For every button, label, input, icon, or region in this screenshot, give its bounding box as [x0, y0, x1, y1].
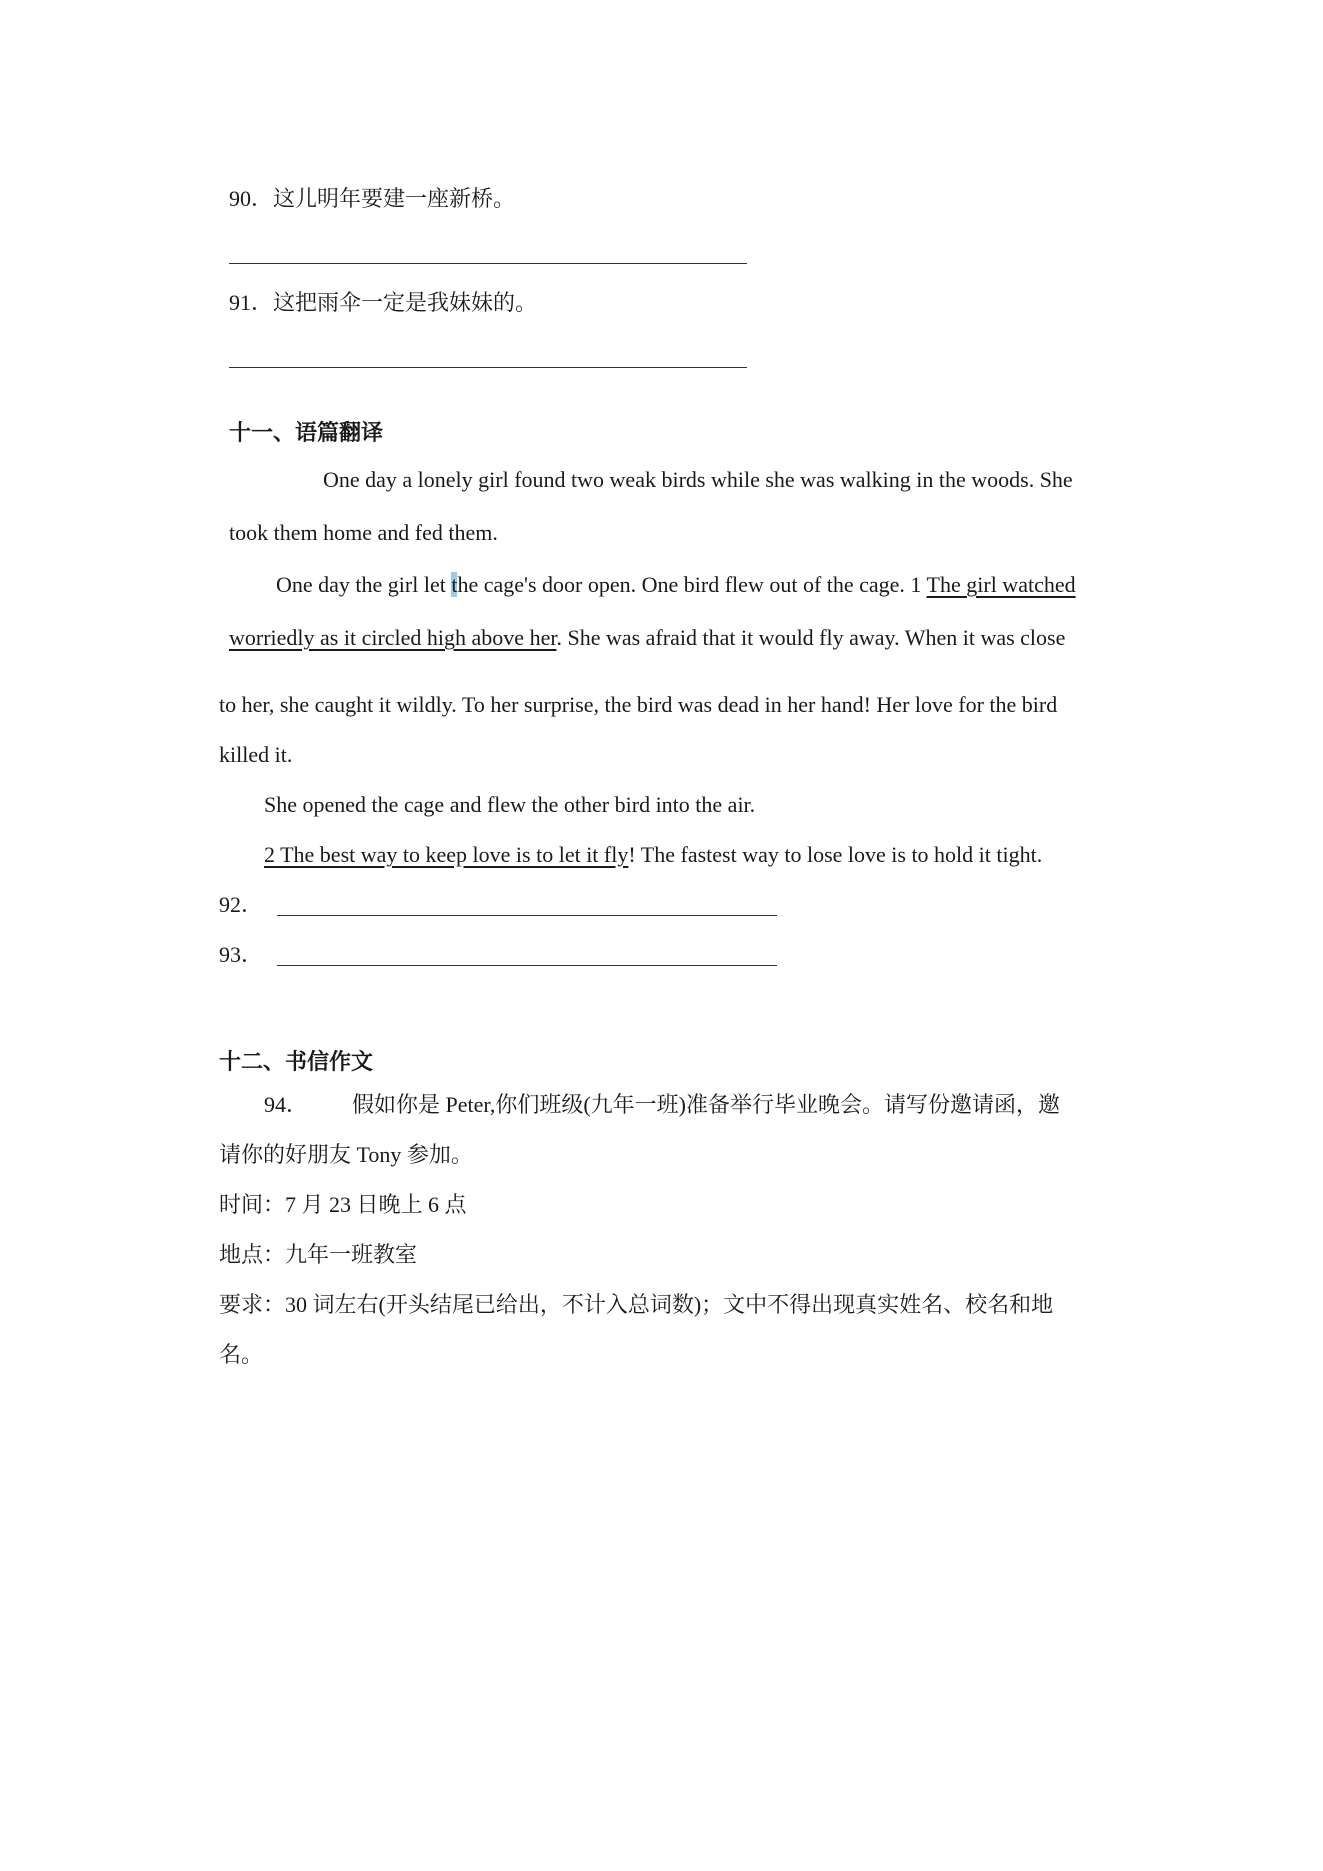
question-prompt: 这把雨伞一定是我妹妹的。 [273, 290, 538, 315]
passage-text: ! The fastest way to lose love is to hold it tight. [628, 842, 1043, 867]
section-heading-12: 十二、书信作文 [219, 1050, 374, 1075]
question-number: 93． [219, 942, 264, 967]
question-number: 91． [229, 290, 274, 315]
passage-p2-line1 [276, 571, 1076, 599]
requirement-place: 地点：九年一班教室 [219, 1242, 418, 1267]
passage-text: One day the girl let [276, 572, 452, 597]
passage-p2-line2 [229, 624, 1065, 652]
requirement-line1: 要求：30 词左右(开头结尾已给出，不计入总词数)；文中不得出现真实姓名、校名和地 [219, 1292, 1054, 1317]
question-93 [219, 941, 777, 969]
underlined-sentence-1: The girl watched [926, 572, 1076, 597]
passage-p2-line3: to her, she caught it wildly. To her surprise, the bird was dead in her hand! Her love for the bird [219, 692, 1058, 717]
requirement-time: 时间：7 月 23 日晚上 6 点 [219, 1192, 467, 1217]
section-heading-11: 十一、语篇翻译 [229, 421, 384, 446]
question-92 [219, 891, 777, 919]
passage-p4 [264, 841, 1042, 869]
question-number: 90． [229, 186, 274, 211]
underlined-sentence-2: 2 The best way to keep love is to let it fly [264, 842, 629, 867]
question-94-line2: 请你的好朋友 Tony 参加。 [219, 1142, 473, 1167]
underlined-sentence-1: worriedly as it circled high above her [229, 625, 557, 650]
passage-p1-line2: took them home and fed them. [229, 520, 498, 545]
question-number: 92． [219, 892, 264, 917]
passage-p3: She opened the cage and flew the other bird into the air. [264, 792, 756, 817]
passage-p2-line4: killed it. [219, 742, 293, 767]
question-94-line1 [264, 1091, 1060, 1119]
answer-line-92[interactable] [277, 895, 777, 916]
answer-line-93[interactable] [277, 945, 777, 966]
question-prompt: 假如你是 Peter,你们班级(九年一班)准备举行毕业晚会。请写份邀请函，邀 [352, 1092, 1060, 1117]
question-90 [229, 185, 515, 213]
requirement-line2: 名。 [219, 1342, 264, 1367]
passage-text: . She was afraid that it would fly away. When it was close [556, 625, 1066, 650]
answer-line-90[interactable] [229, 263, 747, 264]
question-number: 94． [264, 1092, 309, 1117]
answer-line-91[interactable] [229, 367, 747, 368]
question-91 [229, 289, 537, 317]
question-prompt: 这儿明年要建一座新桥。 [273, 186, 516, 211]
passage-p1-line1: One day a lonely girl found two weak birds while she was walking in the woods. She [323, 467, 1073, 492]
passage-text: he cage's door open. One bird flew out of the cage. 1 [457, 572, 927, 597]
text-cursor-highlight: t [451, 572, 458, 597]
